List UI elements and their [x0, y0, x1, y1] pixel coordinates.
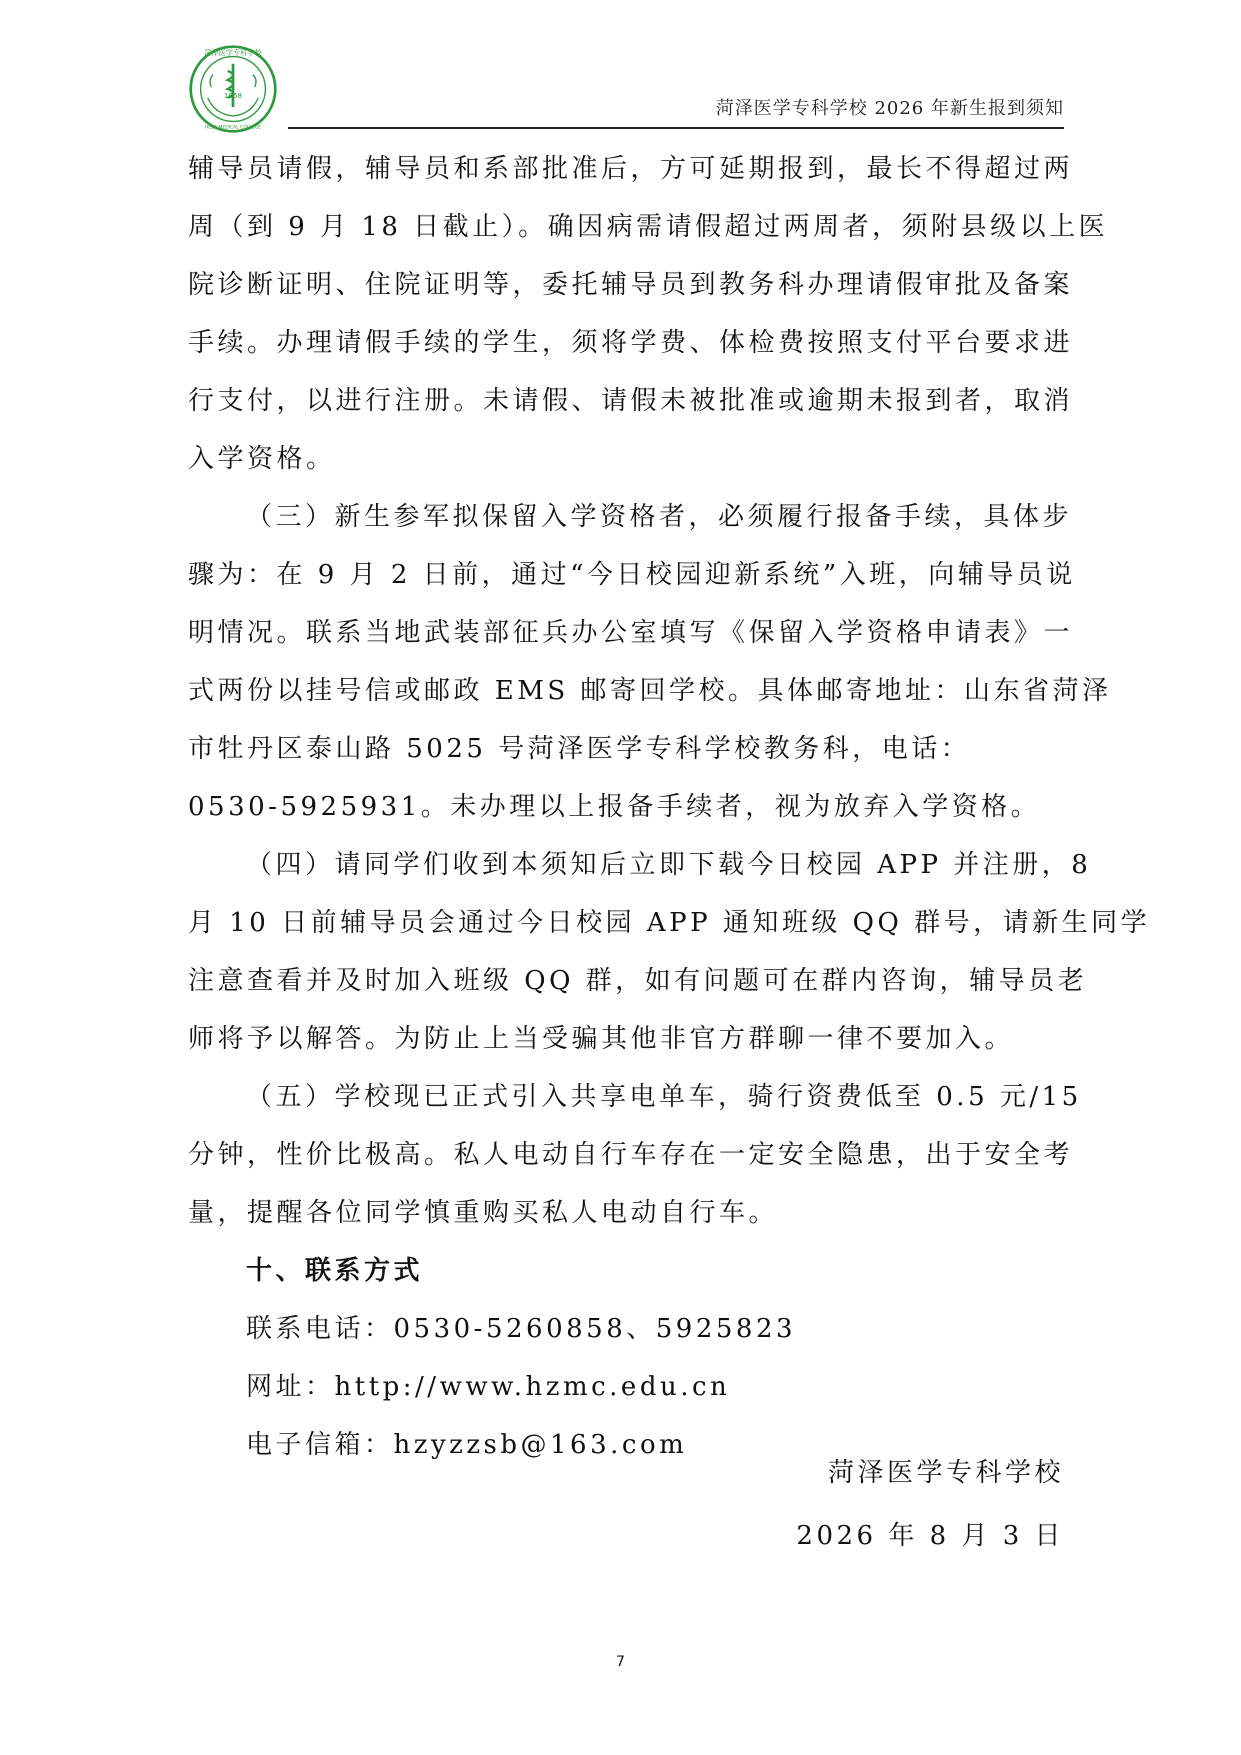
- document-title: 菏泽医学专科学校 2026 年新生报到须知: [715, 98, 1064, 119]
- text-line: 辅导员请假，辅导员和系部批准后，方可延期报到，最长不得超过两: [188, 154, 1074, 184]
- paragraph-leave-request: [188, 140, 1109, 488]
- text-line: （三）新生参军拟保留入学资格者，必须履行报备手续，具体步: [246, 502, 1073, 532]
- section-heading: 十、联系方式: [246, 1256, 424, 1286]
- header-divider: [288, 127, 1064, 129]
- document-body: [188, 140, 1151, 1474]
- text-line: 行支付，以进行注册。未请假、请假未被批准或逾期未报到者，取消: [188, 386, 1074, 416]
- svg-text:1958: 1958: [223, 91, 243, 100]
- signature-date: 2026 年 8 月 3 日: [796, 1521, 1064, 1551]
- text-line: 明情况。联系当地武装部征兵办公室填写《保留入学资格申请表》一: [188, 618, 1074, 648]
- text-line: （四）请同学们收到本须知后立即下载今日校园 APP 并注册，8: [246, 850, 1092, 880]
- text-line: （五）学校现已正式引入共享电单车，骑行资费低至 0.5 元/15: [246, 1082, 1082, 1112]
- text-line: 式两份以挂号信或邮政 EMS 邮寄回学校。具体邮寄地址：山东省菏泽: [188, 676, 1112, 706]
- text-line: 手续。办理请假手续的学生，须将学费、体检费按照支付平台要求进: [188, 328, 1074, 358]
- text-line: 量，提醒各位同学慎重购买私人电动自行车。: [188, 1198, 779, 1228]
- svg-text:菏泽医学专科学校: 菏泽医学专科学校: [204, 47, 262, 57]
- signature-school: 菏泽医学专科学校: [827, 1458, 1064, 1488]
- text-line: 院诊断证明、住院证明等，委托辅导员到教务科办理请假审批及备案: [188, 270, 1074, 300]
- text-line: 周（到 9 月 18 日截止）。确因病需请假超过两周者，须附县级以上医: [188, 212, 1109, 242]
- text-line: 注意查看并及时加入班级 QQ 群，如有问题可在群内咨询，辅导员老: [188, 966, 1088, 996]
- paragraph-military-enlistment: [188, 488, 1112, 836]
- contact-email[interactable]: 电子信箱：hzyzzsb@163.com: [246, 1430, 688, 1460]
- svg-text:HEZE MEDICAL COLLEGE: HEZE MEDICAL COLLEGE: [204, 125, 262, 131]
- text-line: 0530-5925931。未办理以上报备手续者，视为放弃入学资格。: [188, 792, 1041, 822]
- page-number: 7: [616, 1654, 625, 1670]
- text-line: 月 10 日前辅导员会通过今日校园 APP 通知班级 QQ 群号，请新生同学: [188, 908, 1151, 938]
- text-line: 入学资格。: [188, 444, 336, 474]
- contact-phone: 联系电话：0530-5260858、5925823: [246, 1314, 797, 1344]
- paragraph-shared-bikes: [188, 1068, 1082, 1242]
- contact-section: [188, 1242, 1064, 1474]
- text-line: 师将予以解答。为防止上当受骗其他非官方群聊一律不要加入。: [188, 1024, 1015, 1054]
- text-line: 骤为：在 9 月 2 日前，通过“今日校园迎新系统”入班，向辅导员说: [188, 560, 1076, 590]
- page-header: [188, 44, 1064, 130]
- text-line: 市牡丹区泰山路 5025 号菏泽医学专科学校教务科，电话：: [188, 734, 971, 764]
- college-logo-icon: [188, 44, 278, 134]
- paragraph-app-registration: [188, 836, 1151, 1068]
- contact-website[interactable]: 网址：http://www.hzmc.edu.cn: [246, 1372, 731, 1402]
- text-line: 分钟，性价比极高。私人电动自行车存在一定安全隐患，出于安全考: [188, 1140, 1074, 1170]
